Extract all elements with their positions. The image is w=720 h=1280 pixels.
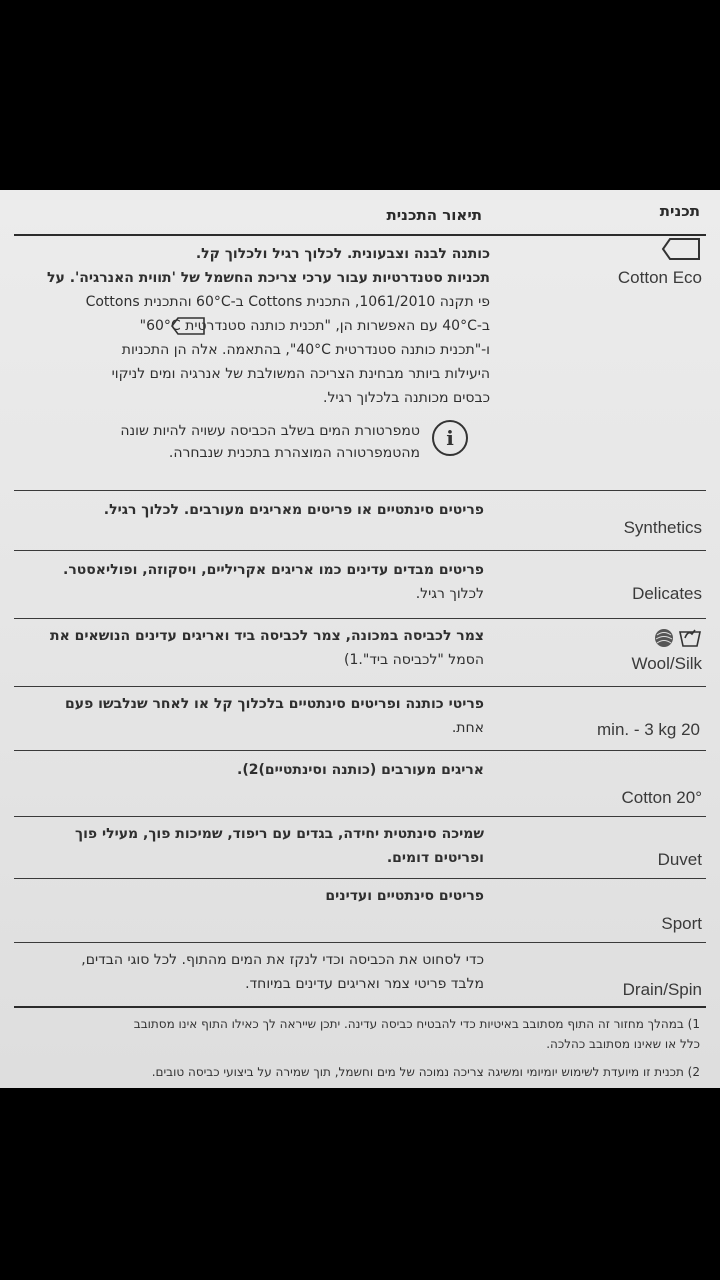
row-divider (14, 942, 706, 943)
desc-line: אחת. (451, 720, 484, 736)
program-name: Cotton Eco (617, 268, 702, 287)
program-description (32, 884, 484, 908)
desc-line: מלבד פריטי צמר ואריגים עדינים במיוחד. (245, 976, 484, 992)
desc-line: כבסים מכותנה בלכלוך רגיל. (323, 390, 490, 406)
desc-line-with-icon (20, 314, 490, 338)
header-divider (14, 234, 706, 236)
desc-line: ו-"תכנית כותנה סטנדרטית 40°C", בהתאמה. אלה הן התכניות (121, 342, 490, 358)
desc-line: פריטים סינתטיים ועדינים (325, 888, 484, 904)
eco-tag-icon (660, 236, 702, 262)
desc-line: ב-40°C עם האפשרות הן, "תכנית כותנה סטנדרטית 60°C" (139, 318, 490, 334)
program-description (32, 822, 484, 870)
program-name: Cotton 20° (621, 788, 702, 807)
program-name: Sport (661, 914, 702, 933)
program-description (32, 498, 484, 522)
desc-line: הסמל "לכביסה ביד".1) (343, 652, 484, 668)
desc-line: אריגים מעורבים (כותנה וסינתטיים)2). (237, 762, 484, 778)
program-name: Duvet (657, 850, 702, 869)
program-description (40, 948, 484, 996)
manual-page (0, 190, 720, 1088)
footnote-1-cont: כלל או שאינו מסתובב כהלכה. (546, 1037, 700, 1051)
desc-line: פריטים מבדים עדינים כמו אריגים אקריליים, ויסקוזה, ופוליאסטר. (63, 562, 484, 578)
info-icon: i (432, 420, 468, 456)
program-name: Synthetics (623, 518, 702, 537)
footnotes (30, 1014, 700, 1082)
program-name: Delicates (632, 584, 702, 603)
program-name: min. - 3 kg 20 (597, 720, 700, 739)
row-divider (14, 878, 706, 879)
hand-wash-icon (678, 624, 702, 648)
wool-ball-icon (652, 626, 676, 648)
desc-line: ופריטים דומים. (386, 850, 484, 866)
program-description (32, 758, 484, 782)
desc-line: כותנה לבנה וצבעונית. לכלוך רגיל ולכלוך קל. (195, 246, 490, 262)
program-name: Wool/Silk (631, 654, 702, 673)
row-divider (14, 490, 706, 491)
desc-line: פריטים סינתטיים או פריטים מאריגים מעורבים. לכלוך רגיל. (103, 502, 484, 518)
program-description (28, 624, 484, 672)
row-divider (14, 550, 706, 551)
row-divider (14, 686, 706, 687)
desc-line: שמיכה סינתטית יחידה, בגדים עם ריפוד, שמיכות פוך, מעילי פוך (75, 826, 484, 842)
program-description (40, 692, 484, 740)
program-name: Drain/Spin (622, 980, 702, 999)
program-column-header: תכנית (659, 202, 700, 220)
row-divider (14, 816, 706, 817)
desc-line: צמר לכביסה במכונה, צמר לכביסה ביד ואריגים עדינים הנושאים את (50, 628, 484, 644)
desc-line: היעילות ביותר מבחינת הצריכה המשולבת של אנרגיה ומים לניקוי (111, 366, 490, 382)
desc-line: לכלוך רגיל. (415, 586, 484, 602)
info-note-text: טמפרטורת המים בשלב הכביסה עשויה להיות שונה מהטמפרטורה המוצהרת בתכנית שנבחרה. (120, 423, 420, 461)
desc-line: פריטי כותנה ופריטים סינתטיים בלכלוך קל או לאחר שנלבשו פעם (65, 696, 484, 712)
table-bottom-divider (14, 1006, 706, 1008)
eco-option-icon (170, 316, 206, 336)
desc-line: פי תקנה 1061/2010, התכנית Cottons ב-60°C והתכנית Cottons (85, 294, 490, 310)
row-divider (14, 750, 706, 751)
footnote-1: 1) במהלך מחזור זה התוף מסתובב באיטיות כדי להבטיח כביסה עדינה. יתכן שייראה לך כאילו התוף אינו מסתובב (133, 1017, 700, 1031)
footnote-2: 2) תכנית זו מיועדת לשימוש יומיומי ומשיגה צריכה נמוכה של מים וחשמל, תוך שמירה על ביצועי כביסה טובים. (151, 1065, 700, 1079)
table-header (0, 190, 720, 238)
program-description (20, 242, 490, 410)
program-description (32, 558, 484, 606)
info-note (60, 420, 468, 464)
desc-line: כדי לסחוט את הכביסה וכדי לנקז את המים מהתוף. לכל סוגי הבדים, (81, 952, 484, 968)
description-column-header: תיאור התכנית (386, 206, 482, 224)
desc-line: תכניות סטנדרטיות עבור ערכי צריכת החשמל של 'תווית האנרגיה'. על (47, 270, 490, 286)
row-divider (14, 618, 706, 619)
